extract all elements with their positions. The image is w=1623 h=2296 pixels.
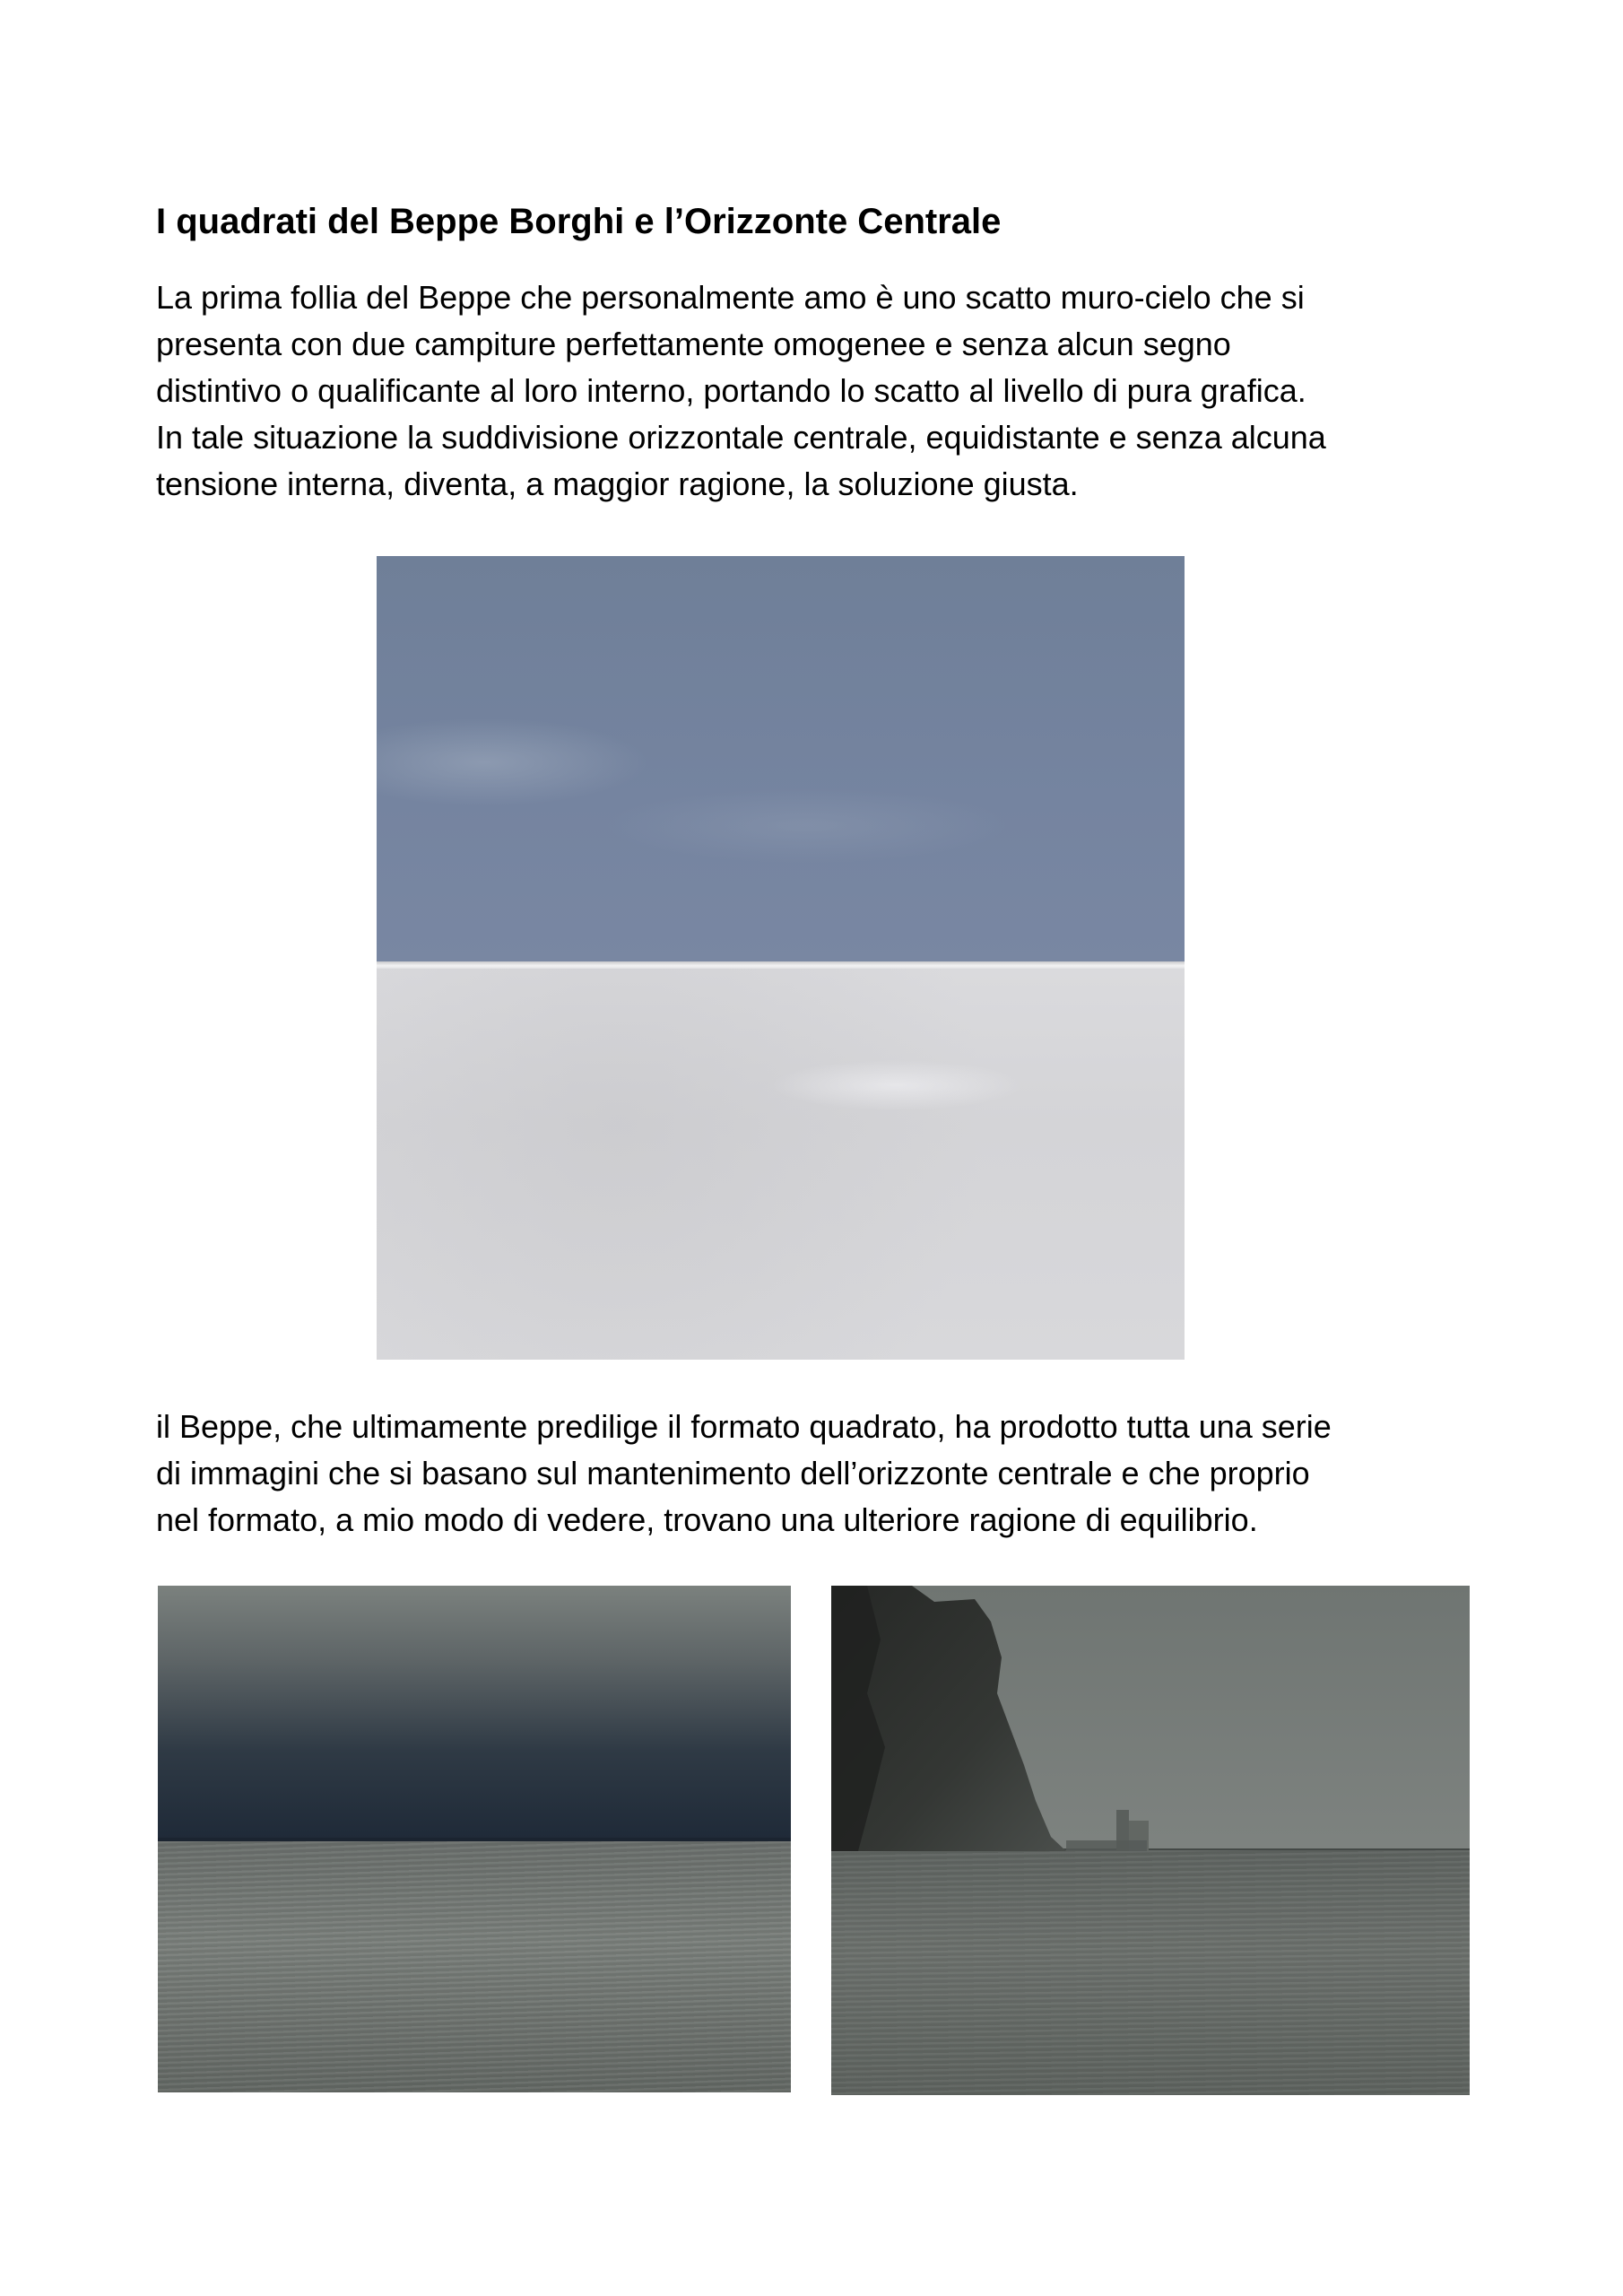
photo-wall-edge [377,961,1185,969]
paragraph-line: tensione interna, diventa, a maggior ragione, la soluzione giusta. [156,465,1079,502]
paragraph-line: nel formato, a mio modo di vedere, trovano una ulteriore ragione di equilibrio. [156,1501,1258,1538]
photo-sea [158,1841,791,2092]
cliff-silhouette [831,1586,1470,2095]
paragraph-line: In tale situazione la suddivisione orizzontale centrale, equidistante e senza alcuna [156,419,1326,456]
paragraph-line: presenta con due campiture perfettamente omogenee e senza alcun segno [156,326,1231,362]
paragraph-intro [156,274,1501,508]
wall-sky-photo [377,556,1185,1360]
photo-sky [377,556,1185,964]
photo-dark-sky [158,1586,791,1839]
paragraph-line: di immagini che si basano sul mantenimento dell’orizzonte centrale e che proprio [156,1455,1310,1492]
dark-sea-photo [158,1586,791,2092]
foggy-cliff-photo [831,1586,1470,2095]
paragraph-line: La prima follia del Beppe che personalmente amo è uno scatto muro-cielo che si [156,279,1305,316]
paragraph-line: distintivo o qualificante al loro interno, portando lo scatto al livello di pura grafica. [156,372,1306,409]
paragraph-line: il Beppe, che ultimamente predilige il formato quadrato, ha prodotto tutta una serie [156,1408,1332,1445]
photo-wall [377,969,1185,1360]
page-title: I quadrati del Beppe Borghi e l’Orizzonte Centrale [156,202,1002,241]
paragraph-square-format [156,1404,1501,1544]
